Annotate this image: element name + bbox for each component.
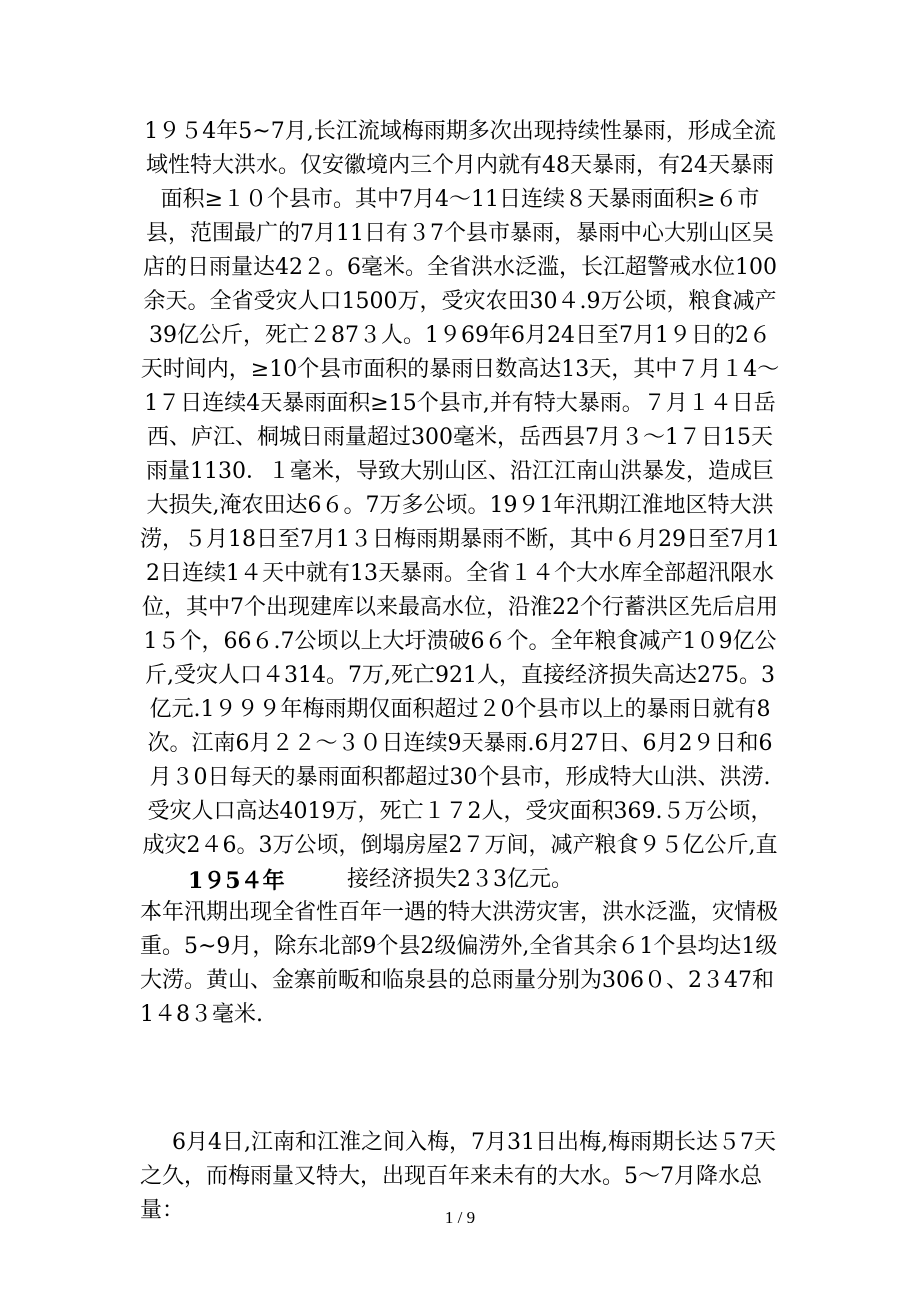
section-heading-1954: 1９5４年	[188, 868, 285, 894]
page-number: 1 / 9	[444, 1208, 476, 1227]
body-paragraph-flood-history: 1９５4年5~7月,长江流域梅雨期多次出现持续性暴雨，形成全流域性特大洪水。仅安徽境内三个月内就有48天暴雨，有24天暴雨面积≥１０个县市。其中7月4～11日连续８天暴雨面积≥６市县，范围最广的7月11日有３7个县市暴雨，暴雨中心大别山区吴店的日雨量达42２。6毫米。全省洪水泛滥，长江超警戒水位100余天。全省受灾人口1500万，受灾农田30４.9万公顷，粮食减产39亿公斤，死亡２87３人。1９69年6月24日至7月1９日的2６天时间内，≥10个县市面积的暴雨日数高达13天，其中７月１4～1７日连续4天暴雨面积≥15个县市,并有特大暴雨。７月１４日岳西、庐江、桐城日雨量超过300毫米，岳西县7月３～1７日15天雨量1130．１毫米，导致大别山区、沿江江南山洪暴发，造成巨大损失,淹农田达6６。7万多公顷。19９1年汛期江淮地区特大洪涝，５月18日至7月1３日梅雨期暴雨不断，其中６月29日至7月12日连续1４天中就有13天暴雨。全省１４个大水库全部超汛限水位，其中7个出现建库以来最高水位，沿淮22个行蓄洪区先后启用1５个，66６.7公顷以上大圩溃破6６个。全年粮食减产1０9亿公斤,受灾人口４314。7万,死亡921人，直接经济损失高达275。3亿元.1９９９年梅雨期仅面积超过２0个县市以上的暴雨日就有8次。江南6月２２～３０日连续9天暴雨.6月27日、6月2９日和6月３0日每天的暴雨面积都超过30个县市，形成特大山洪、洪涝.受灾人口高达4019万，死亡１７2人，受灾面积369.５万公顷，成灾2４6。3万公顷，倒塌房屋2７万间，减产粮食９５亿公斤,直接经济损失2３3亿元。	[140, 119, 780, 892]
body-paragraph-meiyu-period: 6月4日,江南和江淮之间入梅，7月31日出梅,梅雨期长达５7天之久，而梅雨量又特大，出现百年来未有的大水。5～7月降水总量：	[140, 1130, 776, 1223]
body-paragraph-1954-summary: 本年汛期出现全省性百年一遇的特大洪涝灾害，洪水泛滥，灾情极重。5~9月，除东北部9个县2级偏涝外,全省其余６1个县均达1级大涝。黄山、金寨前畈和临泉县的总雨量分别为306０、2３47和1４8３毫米.	[140, 900, 779, 1027]
